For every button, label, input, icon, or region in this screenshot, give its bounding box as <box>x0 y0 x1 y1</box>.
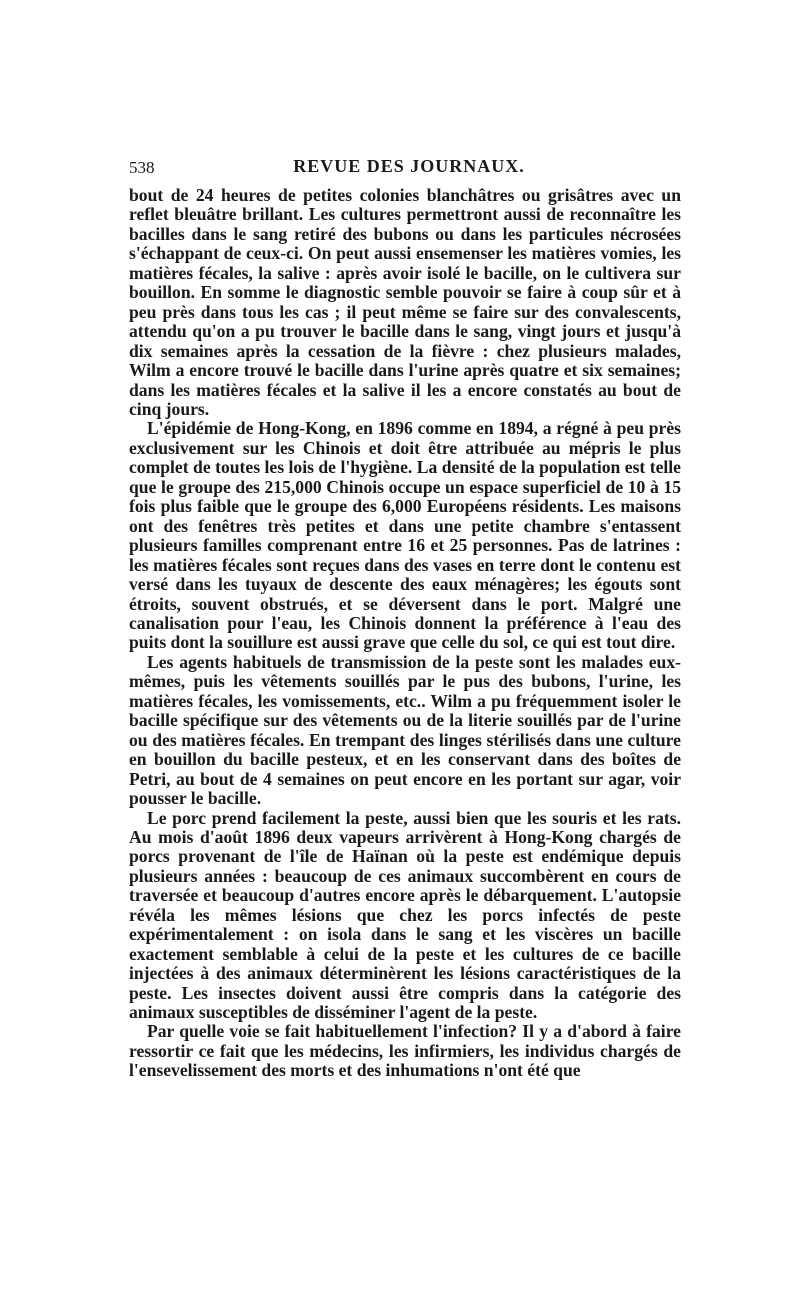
page-number: 538 <box>129 158 155 177</box>
paragraph-hong-kong-epidemic: L'épidémie de Hong-Kong, en 1896 comme en 1894, a régné à peu près exclusivement sur les Chinois et doit être attribuée au mépris le plus complet de toutes les lois de l'hygiène. La densité de la population est telle que le groupe des 215,000 Chinois occupe un espace superficiel de 10 à 15 fois plus faible que le groupe des 6,000 Européens résidents. Les maisons ont des fenêtres très petites et dans une petite chambre s'entassent plusieurs familles comprenant entre 16 et 25 personnes. Pas de latrines : les matières fécales sont reçues dans des vases en terre dont le contenu est versé dans les tuyaux de descente des eaux ménagères; les égouts sont étroits, souvent obstrués, et se déversent dans le port. Malgré une canalisation pour l'eau, les Chinois donnent la préférence à l'eau des puits dont la souillure est aussi grave que celle du sol, ce qui est tout dire. <box>129 418 681 653</box>
journal-title: REVUE DES JOURNAUX. <box>293 156 525 176</box>
body-text <box>129 186 681 1081</box>
paragraph-pigs-and-animals: Le porc prend facilement la peste, aussi bien que les souris et les rats. Au mois d'août 1896 deux vapeurs arrivèrent à Hong-Kong chargés de porcs provenant de l'île de Haïnan où la peste est endémique depuis plusieurs années : beaucoup de ces animaux succombèrent en cours de traversée et beaucoup d'autres encore après le débarquement. L'autopsie révéla les mêmes lésions que chez les porcs infectés de peste expérimentalement : on isola dans le sang et les viscères un bacille exactement semblable à celui de la peste et les cultures de ce bacille injectées à des animaux déterminèrent les lésions caractéristiques de la peste. Les insectes doivent aussi être compris dans la catégorie des animaux susceptibles de disséminer l'agent de la peste. <box>129 807 681 1023</box>
paragraph-diagnosis: bout de 24 heures de petites colonies blanchâtres ou grisâtres avec un reflet bleuâtre brillant. Les cultures permettront aussi de reconnaître les bacilles dans le sang retiré des bubons ou dans les particules nécrosées s'échappant de ceux-ci. On peut aussi ensemenser les matières vomies, les matières fécales, la salive : après avoir isolé le bacille, on le cultivera sur bouillon. En somme le diagnostic semble pouvoir se faire à coup sûr et à peu près dans tous les cas ; il peut même se faire sur des convalescents, attendu qu'on a pu trouver le bacille dans le sang, vingt jours et jusqu'à dix semaines après la cessation de la fièvre : chez plusieurs malades, Wilm a encore trouvé le bacille dans l'urine après quatre et six semaines; dans les matières fécales et la salive il les a encore constatés au bout de cinq jours. <box>129 185 681 419</box>
paragraph-infection-route: Par quelle voie se fait habituellement l'infection? Il y a d'abord à faire ressortir ce fait que les médecins, les infirmiers, les individus chargés de l'ensevelissement des morts et des inhumations n'ont été que <box>129 1021 681 1081</box>
running-header <box>129 156 689 180</box>
paragraph-transmission-agents: Les agents habituels de transmission de la peste sont les malades eux-mêmes, puis les vêtements souillés par le pus des bubons, l'urine, les matières fécales, les vomissements, etc.. Wilm a pu fréquemment isoler le bacille spécifique sur des vêtements ou de la literie souillés par de l'urine ou des matières fécales. En trempant des linges stérilisés dans une culture en bouillon du bacille pesteux, et en les conservant dans des boîtes de Petri, au bout de 4 semaines on peut encore en les portant sur agar, voir pousser le bacille. <box>129 651 681 809</box>
